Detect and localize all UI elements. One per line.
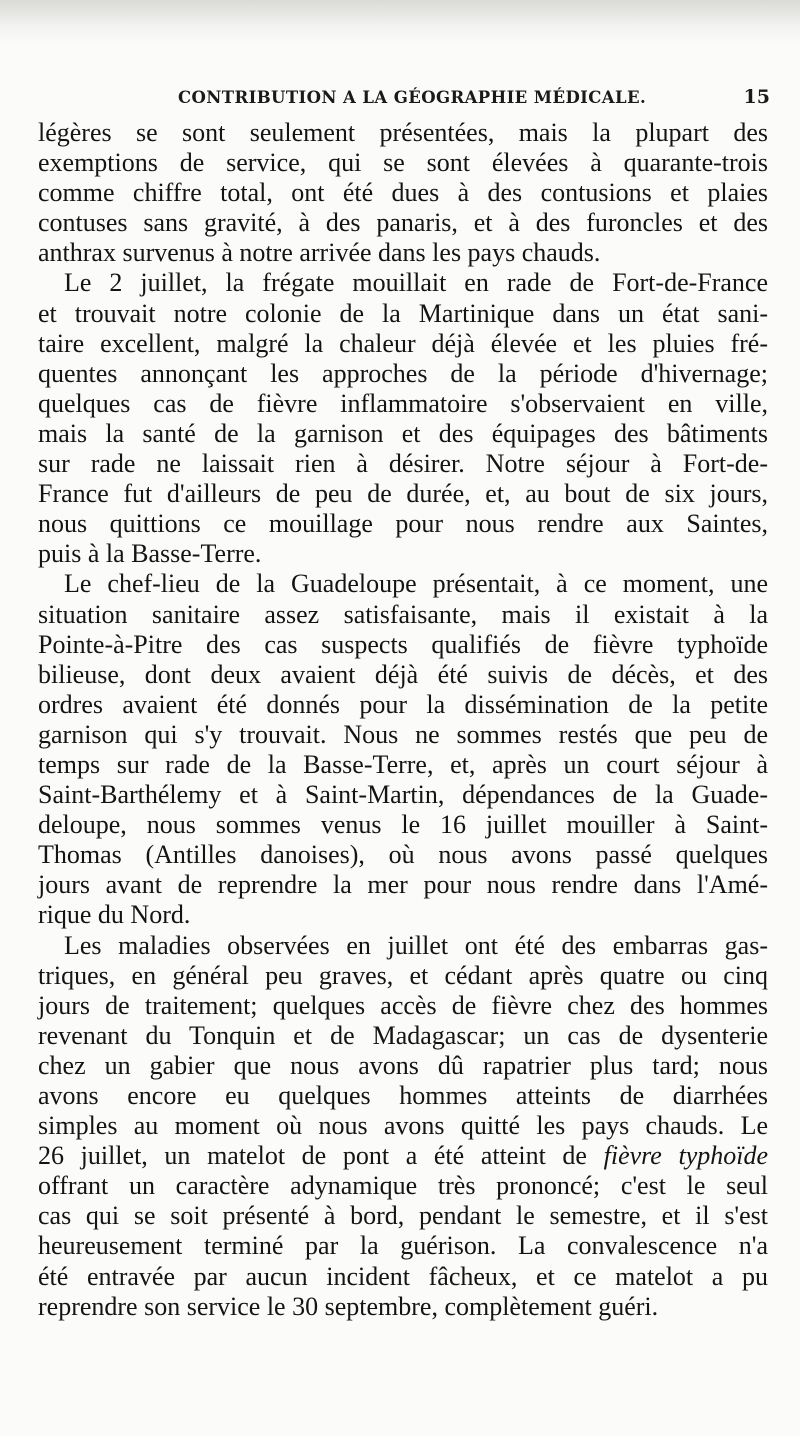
text-line: France fut d'ailleurs de peu de durée, et, au bout de six jours,: [38, 479, 768, 509]
page-number: 15: [743, 86, 770, 108]
text-line: situation sanitaire assez satisfaisante, mais il existait à la: [38, 599, 768, 629]
text-line: puis à la Basse-Terre.: [38, 539, 262, 569]
text-line: quentes annonçant les approches de la période d'hivernage;: [38, 358, 768, 388]
text-line: chez un gabier que nous avons dû rapatrier plus tard; nous: [38, 1050, 768, 1080]
text-line: été entravée par aucun incident fâcheux, et ce matelot a pu: [38, 1261, 768, 1291]
text-line: bilieuse, dont deux avaient déjà été suivis de décès, et des: [38, 659, 768, 689]
text-line: Saint-Barthélemy et à Saint-Martin, dépendances de la Guade-: [38, 780, 768, 810]
text-line: mais la santé de la garnison et des équipages des bâtiments: [38, 418, 768, 448]
text-line: nous quittions ce mouillage pour nous rendre aux Saintes,: [38, 509, 768, 539]
text-line: reprendre son service le 30 septembre, complètement guéri.: [38, 1291, 659, 1321]
text-line: jours avant de reprendre la mer pour nous rendre dans l'Amé-: [38, 870, 768, 900]
text-line: Pointe-à-Pitre des cas suspects qualifiés de fièvre typhoïde: [38, 629, 768, 659]
text-line: comme chiffre total, ont été dues à des contusions et plaies: [38, 178, 768, 208]
text-line: revenant du Tonquin et de Madagascar; un cas de dysenterie: [38, 1020, 768, 1050]
text-line: jours de traitement; quelques accès de fièvre chez des hommes: [38, 990, 768, 1020]
text-line: taire excellent, malgré la chaleur déjà élevée et les pluies fré-: [38, 328, 768, 358]
text-line: et trouvait notre colonie de la Martinique dans un état sani-: [38, 298, 768, 328]
text-line: exemptions de service, qui se sont élevées à quarante-trois: [38, 148, 768, 178]
text-line: cas qui se soit présenté à bord, pendant le semestre, et il s'est: [38, 1201, 768, 1231]
text-line-start: 26 juillet, un matelot de pont a été atteint de: [38, 1141, 587, 1171]
text-line-with-italic: [38, 1141, 768, 1171]
text-line: avons encore eu quelques hommes atteints de diarrhées: [38, 1081, 768, 1110]
italic-phrase: fièvre typhoïde: [603, 1141, 769, 1171]
page-top-edge-shadow: [0, 0, 800, 46]
text-line: légères se sont seulement présentées, mais la plupart des: [38, 118, 768, 147]
text-line: triques, en général peu graves, et cédant après quatre ou cinq: [38, 960, 768, 990]
text-line: heureusement terminé par la guérison. La convalescence n'a: [38, 1231, 768, 1261]
text-line: Thomas (Antilles danoises), où nous avons passé quelques: [38, 840, 768, 870]
paragraph-start-line: Le chef-lieu de la Guadeloupe présentait, à ce moment, une: [64, 569, 768, 599]
text-line: sur rade ne laissait rien à désirer. Notre séjour à Fort-de-: [38, 449, 768, 479]
text-line: simples au moment où nous avons quitté les pays chauds. Le: [38, 1111, 768, 1141]
paragraph-start-line: Le 2 juillet, la frégate mouillait en rade de Fort-de-France: [64, 268, 768, 298]
text-line: offrant un caractère adynamique très prononcé; c'est le seul: [38, 1171, 768, 1201]
body-text: [38, 118, 768, 1322]
paragraph-start-line: Les maladies observées en juillet ont été des embarras gas-: [64, 930, 768, 960]
text-line: anthrax survenus à notre arrivée dans les pays chauds.: [38, 238, 601, 268]
text-line: deloupe, nous sommes venus le 16 juillet mouiller à Saint-: [38, 810, 768, 840]
running-head: CONTRIBUTION A LA GÉOGRAPHIE MÉDICALE.: [178, 88, 647, 107]
text-line: garnison qui s'y trouvait. Nous ne sommes restés que peu de: [38, 719, 768, 749]
text-line: quelques cas de fièvre inflammatoire s'observaient en ville,: [38, 388, 768, 418]
text-line: temps sur rade de la Basse-Terre, et, après un court séjour à: [38, 749, 768, 779]
text-line: rique du Nord.: [38, 900, 191, 930]
text-line: contuses sans gravité, à des panaris, et à des furoncles et des: [38, 208, 768, 238]
text-line: ordres avaient été donnés pour la dissémination de la petite: [38, 689, 768, 719]
